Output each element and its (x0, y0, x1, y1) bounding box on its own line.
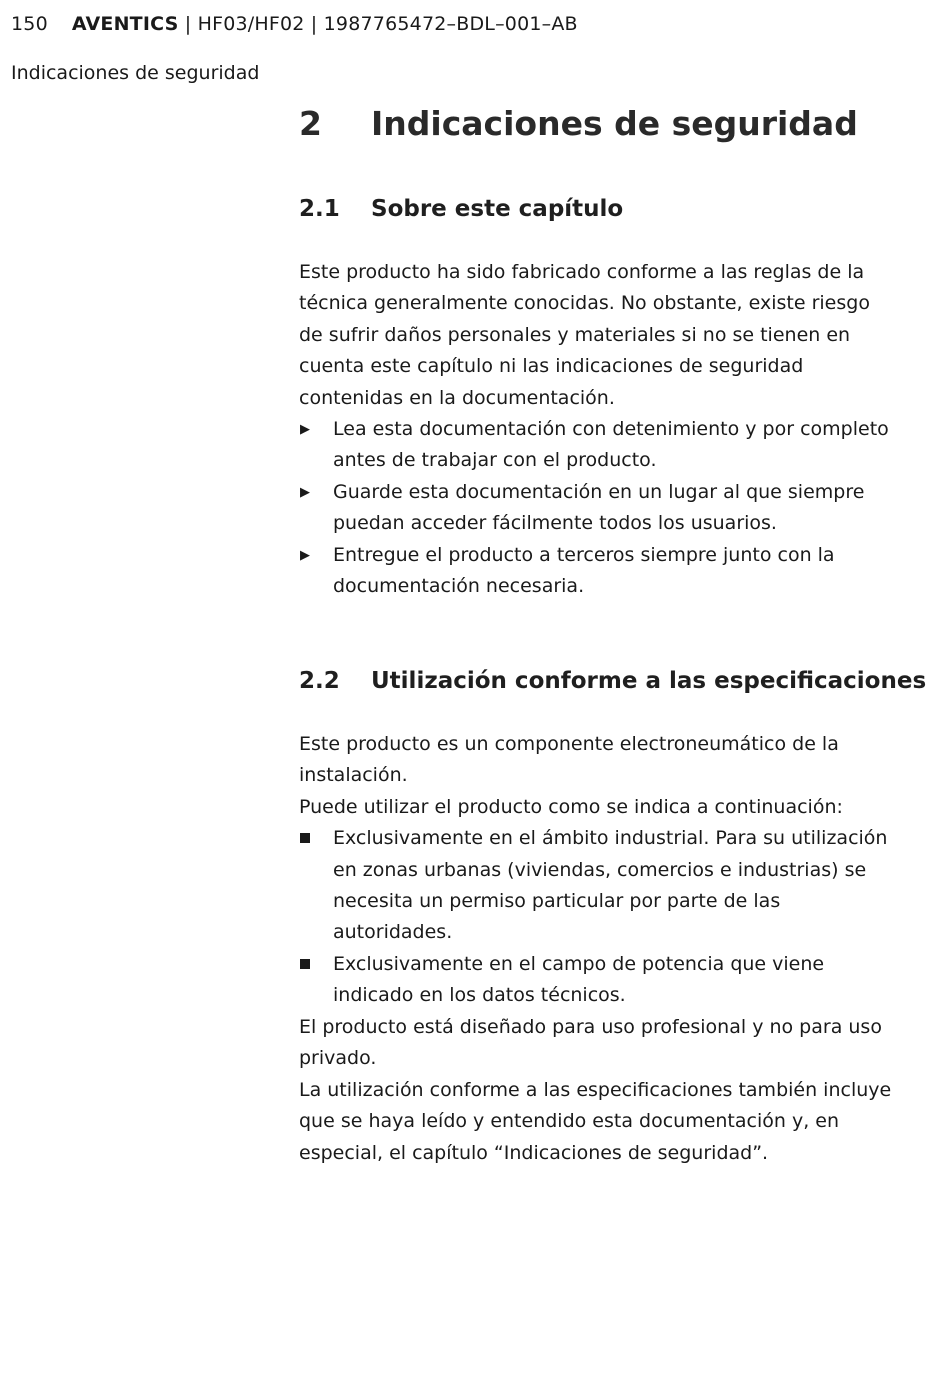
section-number: 2.1 (299, 196, 340, 222)
chapter-title: Indicaciones de seguridad (371, 104, 858, 143)
list-item (299, 949, 899, 1012)
running-section-title: Indicaciones de seguridad (11, 62, 260, 84)
section-title: Sobre este capítulo (371, 196, 624, 222)
section-heading-2-1 (299, 196, 623, 222)
list-item-text: Entregue el producto a terceros siempre junto con la documentación necesaria. (333, 543, 835, 598)
triangle-bullet-icon: ▶ (300, 422, 310, 438)
list-item (299, 477, 899, 540)
chapter-heading (299, 104, 858, 143)
list-item-text: Exclusivamente en el campo de potencia que viene indicado en los datos técnicos. (333, 952, 825, 1007)
list-item-text: Exclusivamente en el ámbito industrial. Para su utilización en zonas urbanas (viviendas, comercios e industrias) se necesita un permiso particular por parte de las autoridades. (333, 827, 888, 944)
section-2-2-paragraph-3: El producto está diseñado para uso profesional y no para uso privado. (299, 1016, 882, 1070)
section-2-2-body (299, 729, 899, 1012)
list-item (299, 414, 899, 477)
page-header (11, 13, 578, 35)
document-reference: | HF03/HF02 | 1987765472–BDL–001–AB (178, 13, 578, 35)
section-2-1-body (299, 257, 899, 602)
list-item-text: Lea esta documentación con detenimiento y por completo antes de trabajar con el producto. (333, 418, 889, 472)
list-item-text: Guarde esta documentación en un lugar al que siempre puedan acceder fácilmente todos los usuarios. (333, 480, 865, 535)
section-heading-2-2 (299, 668, 926, 694)
list-item (299, 540, 899, 603)
section-title: Utilización conforme a las especificaciones (371, 668, 927, 694)
triangle-bullet-icon: ▶ (300, 484, 310, 500)
section-2-1-paragraph: Este producto ha sido fabricado conforme a las reglas de la técnica generalmente conocidas. No obstante, existe riesgo de sufrir daños personales y materiales si no se tienen en cuenta este capítulo ni las indicaciones de seguridad contenidas en la documentación. (299, 261, 870, 409)
section-number: 2.2 (299, 668, 340, 694)
brand-name: AVENTICS (71, 13, 179, 35)
section-2-2-paragraph-1: Este producto es un componente electroneumático de la instalación. (299, 733, 839, 787)
triangle-bullet-icon: ▶ (300, 547, 310, 563)
square-bullet-icon (300, 833, 310, 843)
section-2-2-paragraph-2: Puede utilizar el producto como se indica a continuación: (299, 795, 843, 818)
section-2-2-closing (299, 1012, 899, 1169)
section-2-2-paragraph-4: La utilización conforme a las especificaciones también incluye que se haya leído y entendido esta documentación y, en especial, el capítulo “Indicaciones de seguridad”. (299, 1078, 892, 1164)
page-number: 150 (11, 13, 48, 35)
chapter-number: 2 (299, 104, 322, 143)
list-item (299, 823, 899, 949)
square-bullet-icon (300, 959, 310, 969)
